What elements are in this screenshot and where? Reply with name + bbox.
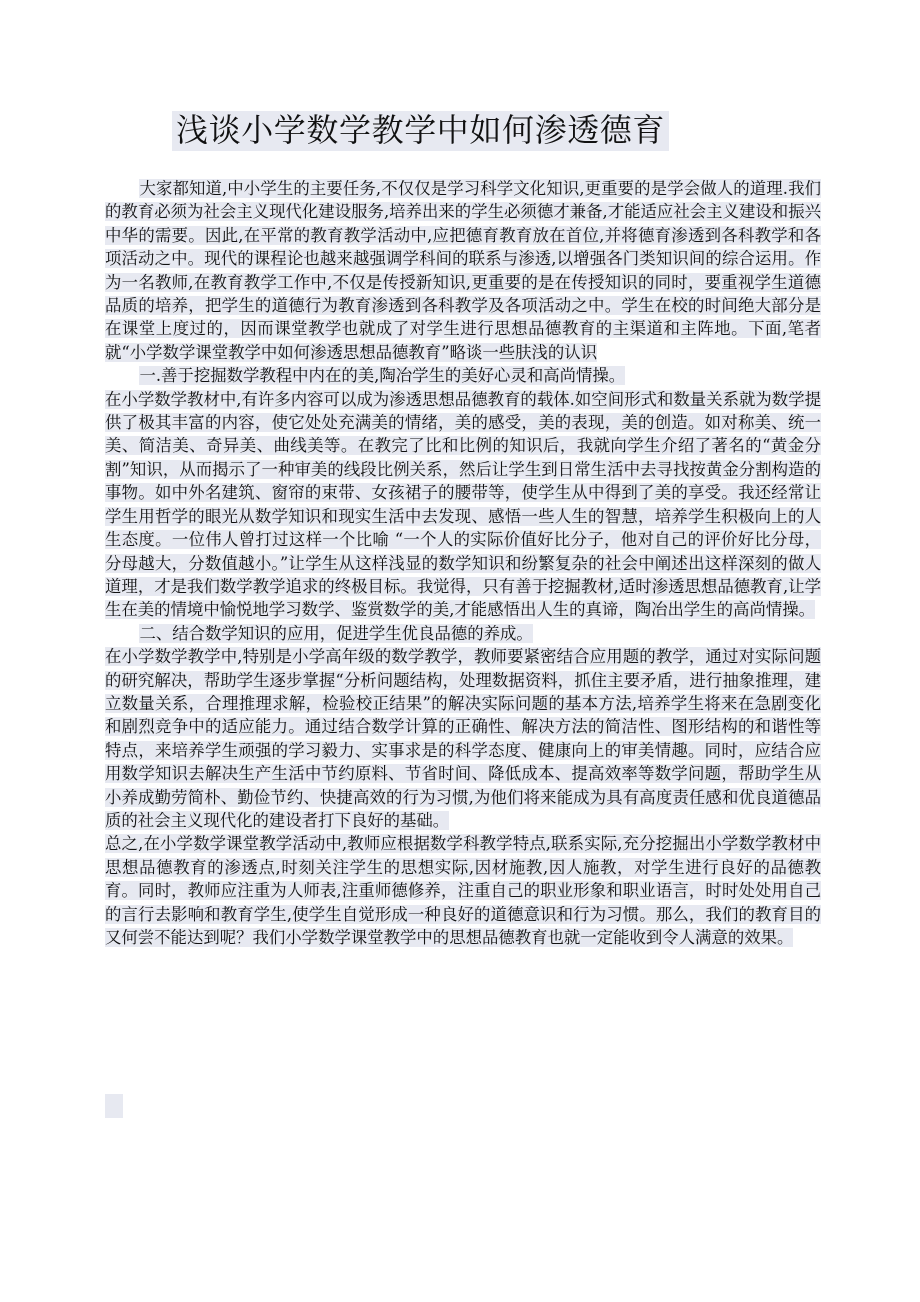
paragraph-section-2 <box>105 645 821 832</box>
document-body <box>105 177 821 949</box>
section-heading-2 <box>105 622 821 645</box>
section-heading-1-text: 一.善于挖掘数学教程中内在的美,陶冶学生的美好心灵和高尚情操。 <box>139 366 626 386</box>
document-title <box>172 106 684 154</box>
paragraph-intro <box>105 177 821 364</box>
section-heading-1 <box>105 364 821 387</box>
paragraph-section-2-text: 在小学数学教学中,特别是小学高年级的数学教学，教师要紧密结合应用题的教学，通过对实际问题的研究解决，帮助学生逐步掌握“分析问题结构，处理数据资料，抓住主要矛盾，进行抽象推理，建立数量关系，合理推理求解，检验校正结果”的解决实际问题的基本方法,培养学生将来在急剧变化和剧烈竞争中的适应能力。通过结合数学计算的正确性、解决方法的简洁性、图形结构的和谐性等特点，来培养学生顽强的学习毅力、实事求是的科学态度、健康向上的审美情趣。同时，应结合应用数学知识去解决生产生活中节约原料、节省时间、降低成本、提高效率等数学问题，帮助学生从小养成勤劳简朴、勤俭节约、快捷高效的行为习惯,为他们将来能成为具有高度责任感和优良道德品质的社会主义现代化的建设者打下良好的基础。 <box>105 647 821 830</box>
paragraph-intro-text: 大家都知道,中小学生的主要任务,不仅仅是学习科学文化知识,更重要的是学会做人的道理.我们的教育必须为社会主义现代化建设服务,培养出来的学生必须德才兼备,才能适应社会主义建设和振兴中华的需要。因此,在平常的教育教学活动中,应把德育教育放在首位,并将德育渗透到各科教学和各项活动之中。现代的课程论也越来越强调学科间的联系与渗透,以增强各门类知识间的综合运用。作为一名教师,在教育教学工作中,不仅是传授新知识,更重要的是在传授知识的同时，要重视学生道德品质的培养，把学生的道德行为教育渗透到各科教学及各项活动之中。学生在校的时间绝大部分是在课堂上度过的，因而课堂教学也就成了对学生进行思想品德教育的主渠道和主阵地。下面,笔者就“小学数学课堂教学中如何渗透思想品德教育”略谈一些肤浅的认识 <box>105 179 821 362</box>
paragraph-conclusion <box>105 832 821 949</box>
paragraph-section-1-text: 在小学数学教材中,有许多内容可以成为渗透思想品德教育的载体.如空间形式和数量关系就为数学提供了极其丰富的内容，使它处处充满美的情绪，美的感受，美的表现，美的创造。如对称美、统一美、简洁美、奇异美、曲线美等。在教完了比和比例的知识后，我就向学生介绍了著名的“黄金分割”知识，从而揭示了一种审美的线段比例关系，然后让学生到日常生活中去寻找按黄金分割构造的事物。如中外名建筑、窗帘的束带、女孩裙子的腰带等，使学生从中得到了美的享受。我还经常让学生用哲学的眼光从数学知识和现实生活中去发现、感悟一些人生的智慧，培养学生积极向上的人生态度。一位伟人曾打过这样一个比喻 “一个人的实际价值好比分子，他对自己的评价好比分母，分母越大，分数值越小。”让学生从这样浅显的数学知识和纷繁复杂的社会中阐述出这样深刻的做人道理，才是我们数学教学追求的终极目标。我觉得，只有善于挖掘教材,适时渗透思想品德教育,让学生在美的情境中愉悦地学习数学、鉴赏数学的美,才能感悟出人生的真谛，陶冶出学生的高尚情操。 <box>105 389 821 620</box>
paragraph-conclusion-text: 总之,在小学数学课堂教学活动中,教师应根据数学科教学特点,联系实际,充分挖掘出小学数学教材中思想品德教育的渗透点,时刻关注学生的思想实际,因材施教,因人施教，对学生进行良好的品德教育。同时，教师应注重为人师表,注重师德修养，注重自己的职业形象和职业语言，时时处处用自己的言行去影响和教育学生,使学生自觉形成一种良好的道德意识和行为习惯。那么，我们的教育目的又何尝不能达到呢？我们小学数学课堂教学中的思想品德教育也就一定能收到令人满意的效果。 <box>105 834 821 947</box>
empty-highlighted-line <box>105 1094 123 1118</box>
paragraph-section-1 <box>105 388 821 622</box>
document-title-text: 浅谈小学数学教学中如何渗透德育 <box>172 111 669 151</box>
section-heading-2-text: 二、结合数学知识的应用，促进学生优良品德的养成。 <box>139 623 533 643</box>
